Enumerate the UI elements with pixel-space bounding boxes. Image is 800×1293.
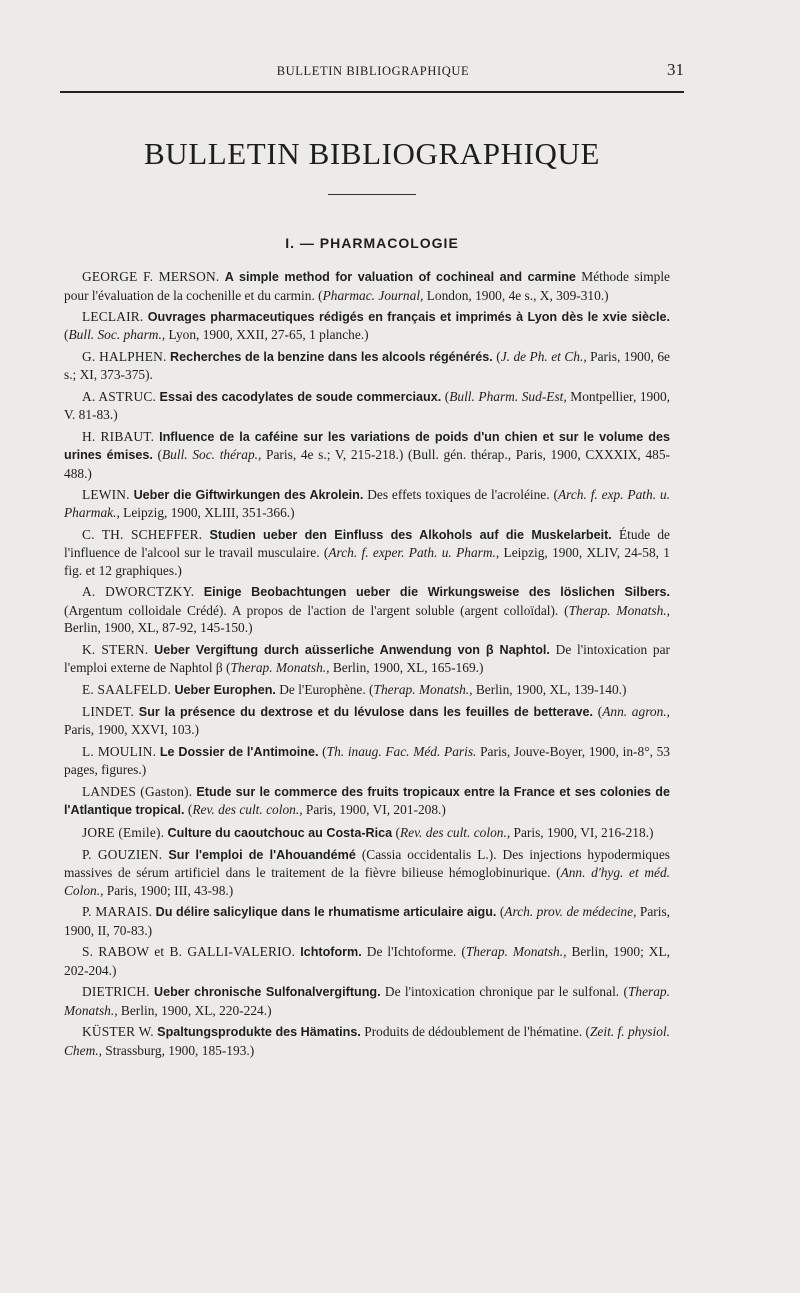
- entry-text: Méthode simple pour l'évaluation de la cochenille et du carmin. (: [64, 269, 670, 303]
- entry-title: Sur l'emploi de l'Ahouandémé: [168, 847, 356, 862]
- entry-text: (Argentum colloidale Crédé). A propos de l'action de l'argent soluble (argent colloïdal). (: [64, 602, 569, 618]
- entry-author: P. MARAIS.: [82, 904, 153, 920]
- entry-title: A simple method for valuation of cochineal and carmine: [224, 270, 576, 284]
- entry-author: JORE (Emile).: [82, 824, 165, 840]
- entry-journal: Bull. Pharm. Sud-Est,: [449, 388, 567, 404]
- entry-citation: Montpellier, 1900, V. 81-83.): [64, 388, 670, 423]
- entry-journal: Th. inaug. Fac. Méd. Paris.: [326, 743, 477, 759]
- entry-title: Ueber die Giftwirkungen des Akrolein.: [133, 487, 364, 502]
- entry-citation: Berlin, 1900, XL, 220-224.): [117, 1002, 272, 1018]
- entry-author: A. ASTRUC.: [82, 388, 156, 404]
- entry-author: LINDET.: [82, 703, 135, 719]
- entry-journal: Ann. agron.,: [602, 703, 670, 719]
- running-head: [62, 62, 684, 84]
- entry-citation: Lyon, 1900, XXII, 27-65, 1 planche.): [165, 327, 369, 343]
- entry-text: (: [593, 703, 603, 719]
- bibliography-list: [64, 268, 670, 1063]
- bibliography-entry: [64, 583, 670, 637]
- entry-title: Ouvrages pharmaceutiques rédigés en français et imprimés à Lyon dès le xvie siècle.: [147, 309, 671, 324]
- bibliography-entry: [64, 388, 670, 424]
- entry-citation: Paris, 4e s.; V, 215-218.) (Bull. gén. thérap., Paris, 1900, CXXXIX, 485-488.): [64, 447, 670, 481]
- entry-text: (: [496, 904, 505, 920]
- entry-journal: Therap. Monatsh.,: [373, 681, 473, 697]
- entry-citation: Berlin, 1900, XL, 139-140.): [472, 681, 627, 697]
- bibliography-entry: [64, 308, 670, 344]
- entry-title: Influence de la caféine sur les variations de poids d'un chien et sur le volume des urines émises.: [64, 429, 670, 463]
- entry-author: L. MOULIN.: [82, 743, 157, 759]
- entry-author: H. RIBAUT.: [82, 428, 155, 444]
- entry-citation: Paris, 1900, XXVI, 103.): [64, 722, 200, 738]
- entry-text: (: [152, 447, 162, 463]
- bibliography-entry: [64, 703, 670, 739]
- page-number: 31: [667, 60, 684, 79]
- entry-citation: Leipzig, 1900, XLIV, 24-58, 1 fig. et 12 graphiques.): [64, 545, 670, 578]
- entry-text: De l'intoxication chronique par le sulfonal. (: [380, 984, 628, 1000]
- title-rule: [328, 194, 416, 195]
- bibliography-entry: [64, 846, 670, 900]
- entry-journal: Arch. f. exp. Path. u. Pharmak.,: [64, 486, 670, 521]
- bibliography-entry: [64, 681, 670, 700]
- entry-text: Étude de l'influence de l'alcool sur le travail musculaire. (: [64, 526, 670, 561]
- entry-text: (Cassia occidentalis L.). Des injections hypodermiques massives de sérum artificiel dans le traitement de la fièvre bilieuse hémoglobinurique. (: [64, 846, 670, 881]
- entry-journal: Zeit. f. physiol. Chem.,: [64, 1024, 670, 1058]
- entry-title: Einige Beobachtungen ueber die Wirkungsweise des löslichen Silbers.: [203, 585, 670, 600]
- entry-title: Ichtoform.: [300, 945, 362, 960]
- entry-citation: Paris, 1900; III, 43-98.): [103, 882, 234, 898]
- entry-author: G. HALPHEN.: [82, 348, 167, 364]
- entry-journal: Therap. Monatsh.,: [64, 984, 670, 1018]
- entry-author: LEWIN.: [82, 486, 130, 502]
- entry-author: C. TH. SCHEFFER.: [82, 526, 203, 542]
- entry-journal: Arch. prov. de médecine,: [504, 904, 637, 920]
- entry-citation: Paris, 1900, VI, 216-218.): [510, 824, 654, 840]
- entry-title: Du délire salicylique dans le rhumatisme articulaire aigu.: [155, 905, 497, 920]
- entry-text: De l'Ichtoforme. (: [361, 944, 466, 960]
- entry-author: GEORGE F. MERSON.: [82, 269, 220, 284]
- entry-author: E. SAALFELD.: [82, 681, 172, 697]
- entry-author: S. RABOW et B. GALLI-VALERIO.: [82, 944, 296, 960]
- bibliography-entry: [64, 486, 670, 522]
- entry-text: (: [184, 802, 193, 818]
- entry-text: De l'Europhène. (: [275, 681, 374, 697]
- entry-journal: Arch. f. exper. Path. u. Pharm.,: [328, 545, 500, 561]
- bibliography-entry: [64, 783, 670, 820]
- entry-text: (: [441, 388, 450, 404]
- entry-author: K. STERN.: [82, 641, 149, 657]
- entry-citation: Berlin, 1900, XL, 165-169.): [329, 660, 484, 676]
- entry-journal: Ann. d'hyg. et méd. Colon.,: [64, 865, 671, 898]
- entry-citation: Paris, 1900, 6e s.; XI, 373-375).: [64, 348, 670, 383]
- entry-title: Studien ueber den Einfluss des Alkohols auf die Muskelarbeit.: [209, 527, 612, 542]
- entry-journal: Therap. Monatsh.,: [568, 602, 670, 618]
- bibliography-entry: [64, 983, 670, 1019]
- entry-text: (: [318, 743, 327, 759]
- entry-text: (: [492, 348, 501, 364]
- entry-title: Sur la présence du dextrose et du lévulose dans les feuilles de betterave.: [138, 704, 594, 719]
- entry-journal: Rev. des cult. colon.,: [399, 824, 511, 840]
- entry-author: LECLAIR.: [82, 308, 144, 324]
- entry-citation: Strassburg, 1900, 185-193.): [101, 1042, 255, 1058]
- entry-citation: Leipzig, 1900, XLIII, 351-366.): [119, 505, 295, 521]
- entry-journal: Therap. Monatsh.,: [465, 944, 567, 960]
- bibliography-entry: [64, 743, 670, 779]
- running-title: BULLETIN BIBLIOGRAPHIQUE: [276, 64, 470, 78]
- entry-title: Essai des cacodylates de soude commerciaux.: [159, 389, 442, 404]
- bibliography-entry: [64, 943, 670, 979]
- bibliography-entry: [64, 1023, 670, 1059]
- bibliography-entry: [64, 641, 670, 677]
- entry-author: LANDES (Gaston).: [82, 783, 193, 799]
- entry-author: A. DWORCTZKY.: [82, 584, 195, 600]
- entry-title: Etude sur le commerce des fruits tropicaux entre la France et ses colonies de l'Atlantique tropical.: [64, 784, 670, 818]
- entry-title: Ueber Vergiftung durch aüsserliche Anwendung von β Naphtol.: [154, 642, 550, 657]
- entry-citation: Paris, 1900, VI, 201-208.): [302, 802, 446, 818]
- bibliography-entry: [64, 268, 670, 304]
- entry-title: Spaltungsprodukte des Hämatins.: [157, 1025, 361, 1040]
- entry-title: Ueber chronische Sulfonalvergiftung.: [153, 985, 381, 1000]
- entry-text: (: [64, 327, 69, 343]
- entry-journal: Bull. Soc. thérap.,: [161, 447, 262, 463]
- entry-text: (: [392, 824, 400, 840]
- entry-journal: Therap. Monatsh.,: [230, 660, 330, 676]
- entry-journal: Rev. des cult. colon.,: [192, 802, 303, 818]
- section-heading: I. — PHARMACOLOGIE: [285, 235, 459, 251]
- entry-title: Culture du caoutchouc au Costa-Rica: [167, 825, 393, 840]
- entry-text: Produits de dédoublement de l'hématine. (: [360, 1024, 590, 1040]
- entry-citation: Paris, 1900, II, 70-83.): [64, 904, 671, 938]
- entry-author: KÜSTER W.: [82, 1024, 154, 1040]
- bibliography-entry: [64, 428, 670, 483]
- entry-citation: Berlin, 1900, XL, 87-92, 145-150.): [64, 620, 253, 636]
- header-rule: [60, 91, 684, 93]
- entry-journal: Bull. Soc. pharm.,: [68, 327, 166, 343]
- bibliography-entry: [64, 348, 670, 384]
- entry-title: Le Dossier de l'Antimoine.: [159, 744, 319, 759]
- bibliography-entry: [64, 824, 670, 843]
- bibliography-entry: [64, 526, 670, 580]
- entry-citation: Paris, Jouve-Boyer, 1900, in-8°, 53 pages, figures.): [64, 743, 670, 778]
- entry-title: Recherches de la benzine dans les alcools régénérés.: [169, 349, 493, 364]
- entry-journal: J. de Ph. et Ch.,: [500, 348, 587, 364]
- entry-text: Des effets toxiques de l'acroléine. (: [363, 486, 558, 502]
- page-title: BULLETIN BIBLIOGRAPHIQUE: [143, 136, 601, 171]
- entry-journal: Pharmac. Journal,: [322, 287, 424, 303]
- entry-citation: Berlin, 1900; XL, 202-204.): [64, 944, 670, 978]
- bibliography-entry: [64, 903, 670, 939]
- entry-author: P. GOUZIEN.: [82, 846, 163, 862]
- entry-title: Ueber Europhen.: [174, 682, 276, 697]
- entry-author: DIETRICH.: [82, 984, 150, 1000]
- entry-citation: London, 1900, 4e s., X, 309-310.): [423, 287, 609, 303]
- entry-text: De l'intoxication par l'emploi externe de Naphtol β (: [64, 641, 671, 676]
